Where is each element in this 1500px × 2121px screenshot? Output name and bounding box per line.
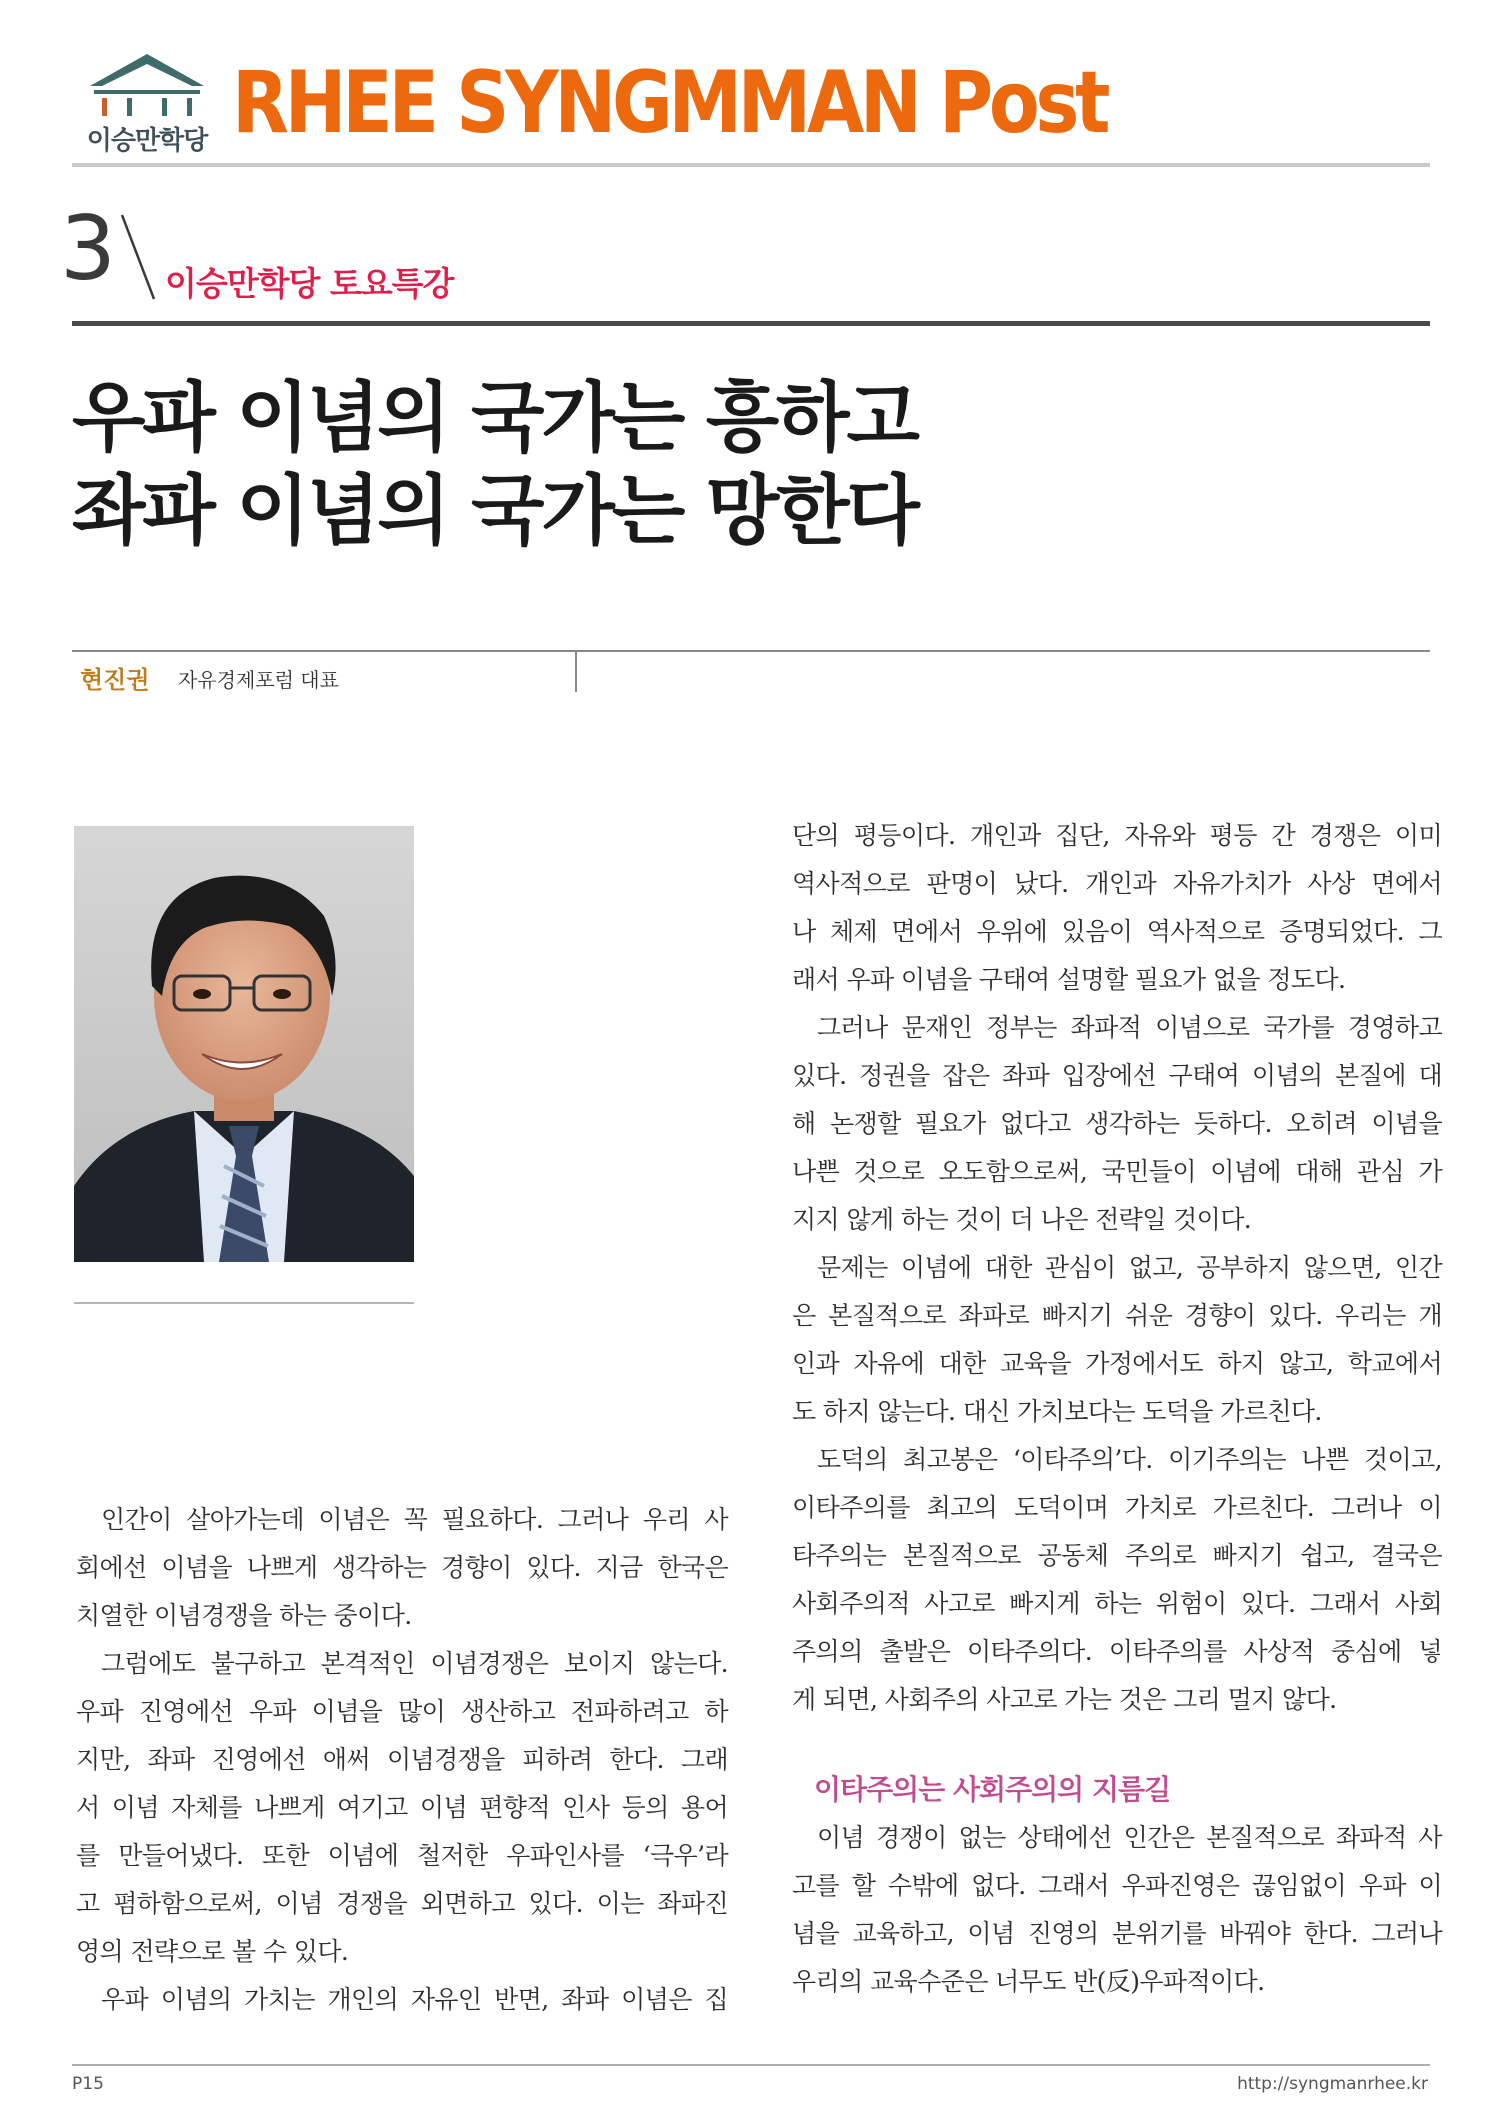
body-text-line: 회에선 이념을 나쁘게 생각하는 경향이 있다. 지금 한국은	[76, 1553, 728, 1582]
body-text-line: 서 이념 자체를 나쁘게 여기고 이념 편향적 인사 등의 용어	[76, 1793, 728, 1822]
photo-divider	[74, 1302, 414, 1304]
body-text-line: 념을 교육하고, 이념 진영의 분위기를 바꿔야 한다. 그러나	[792, 1919, 1442, 1948]
author-role: 자유경제포럼 대표	[178, 668, 339, 692]
body-text-line: 문제는 이념에 대한 관심이 없고, 공부하지 않으면, 인간	[817, 1253, 1442, 1282]
body-text-line: 인과 자유에 대한 교육을 가정에서도 하지 않고, 학교에서	[792, 1349, 1442, 1378]
body-text-line: 타주의는 본질적으로 공동체 주의로 빠지기 쉽고, 결국은	[792, 1541, 1442, 1570]
body-text-line: 해 논쟁할 필요가 없다고 생각하는 듯하다. 오히려 이념을	[792, 1109, 1442, 1138]
publication-title: RHEE SYNGMMAN Post	[232, 53, 1107, 153]
body-text-line: 영의 전략으로 볼 수 있다.	[76, 1937, 349, 1966]
paragraph-gap	[792, 1724, 1442, 1766]
body-text-line: 이타주의를 최고의 도덕이며 가치로 가르친다. 그러나 이	[792, 1493, 1442, 1522]
body-text-line: 도 하지 않는다. 대신 가치보다는 도덕을 가르친다.	[792, 1397, 1322, 1426]
masthead	[72, 50, 1430, 168]
section-divider	[72, 321, 1430, 326]
body-text-line: 은 본질적으로 좌파로 빠지기 쉬운 경향이 있다. 우리는 개	[792, 1301, 1442, 1330]
body-text-line: 이념 경쟁이 없는 상태에선 인간은 본질적으로 좌파적 사	[817, 1823, 1442, 1852]
body-text-line: 래서 우파 이념을 구태여 설명할 필요가 없을 정도다.	[792, 965, 1346, 994]
body-text-line: 주의의 출발은 이타주의다. 이타주의를 사상적 중심에 넣	[792, 1637, 1442, 1666]
section-name: 이승만학당 토요특강	[165, 264, 454, 303]
body-text-line: 치열한 이념경쟁을 하는 중이다.	[76, 1601, 412, 1630]
section-number: 3	[60, 197, 116, 300]
body-text-line: 단의 평등이다. 개인과 집단, 자유와 평등 간 경쟁은 이미	[792, 821, 1442, 850]
portrait-illustration	[74, 826, 414, 1262]
headline-line-1: 우파 이념의 국가는 흥하고	[72, 373, 917, 462]
footer-divider	[72, 2064, 1430, 2066]
body-text-line: 지만, 좌파 진영에선 애써 이념경쟁을 피하려 한다. 그래	[76, 1745, 728, 1774]
school-building-icon	[72, 50, 222, 122]
author-portrait	[74, 826, 414, 1262]
body-text-line: 그럼에도 불구하고 본격적인 이념경쟁은 보이지 않는다.	[101, 1649, 728, 1678]
body-text-line: 도덕의 최고봉은 ‘이타주의’다. 이기주의는 나쁜 것이고,	[817, 1445, 1442, 1474]
body-text-line: 사회주의적 사고로 빠지게 하는 위험이 있다. 그래서 사회	[792, 1589, 1442, 1618]
body-text-line: 게 되면, 사회주의 사고로 가는 것은 그리 멀지 않다.	[792, 1685, 1337, 1714]
body-text-line: 우파 진영에선 우파 이념을 많이 생산하고 전파하려고 하	[76, 1697, 728, 1726]
body-text-line: 나쁜 것으로 오도함으로써, 국민들이 이념에 대해 관심 가	[792, 1157, 1442, 1186]
body-text-line: 를 만들어냈다. 또한 이념에 철저한 우파인사를 ‘극우’라	[76, 1841, 728, 1870]
body-text-line: 고를 할 수밖에 없다. 그래서 우파진영은 끊임없이 우파 이	[792, 1871, 1442, 1900]
article-headline	[72, 372, 1422, 557]
article-column-right	[792, 812, 1442, 2006]
body-text-line: 있다. 정권을 잡은 좌파 입장에선 구태여 이념의 본질에 대	[792, 1061, 1442, 1090]
body-text-line: 인간이 살아가는데 이념은 꼭 필요하다. 그러나 우리 사	[101, 1505, 728, 1534]
byline-tick	[575, 650, 577, 692]
logo-text: 이승만학당	[86, 126, 208, 156]
logo	[72, 50, 222, 158]
page-number: P15	[72, 2074, 104, 2094]
body-text-line: 역사적으로 판명이 났다. 개인과 자유가치가 사상 면에서	[792, 869, 1442, 898]
article-subhead: 이타주의는 사회주의의 지름길	[814, 1773, 1171, 1806]
author-name: 현진권	[80, 666, 150, 694]
right-column-body-a	[792, 812, 1442, 1724]
body-text-line: 그러나 문재인 정부는 좌파적 이념으로 국가를 경영하고	[817, 1013, 1442, 1042]
headline-line-2: 좌파 이념의 국가는 망한다	[72, 465, 917, 555]
masthead-divider	[72, 163, 1430, 167]
right-column-body-b	[792, 1814, 1442, 2006]
body-text-line: 고 폄하함으로써, 이념 경쟁을 외면하고 있다. 이는 좌파진	[76, 1889, 728, 1918]
article-column-left	[76, 1496, 728, 2024]
website-link[interactable]: http://syngmanrhee.kr	[1237, 2074, 1428, 2094]
body-text-line: 우리의 교육수준은 너무도 반(反)우파적이다.	[792, 1967, 1265, 1996]
byline-divider	[72, 650, 1430, 652]
body-text-line: 나 체제 면에서 우위에 있음이 역사적으로 증명되었다. 그	[792, 917, 1442, 946]
slash-divider	[118, 213, 158, 303]
body-text-line: 우파 이념의 가치는 개인의 자유인 반면, 좌파 이념은 집	[101, 1985, 728, 2014]
body-text-line: 지지 않게 하는 것이 더 나은 전략일 것이다.	[792, 1205, 1252, 1234]
